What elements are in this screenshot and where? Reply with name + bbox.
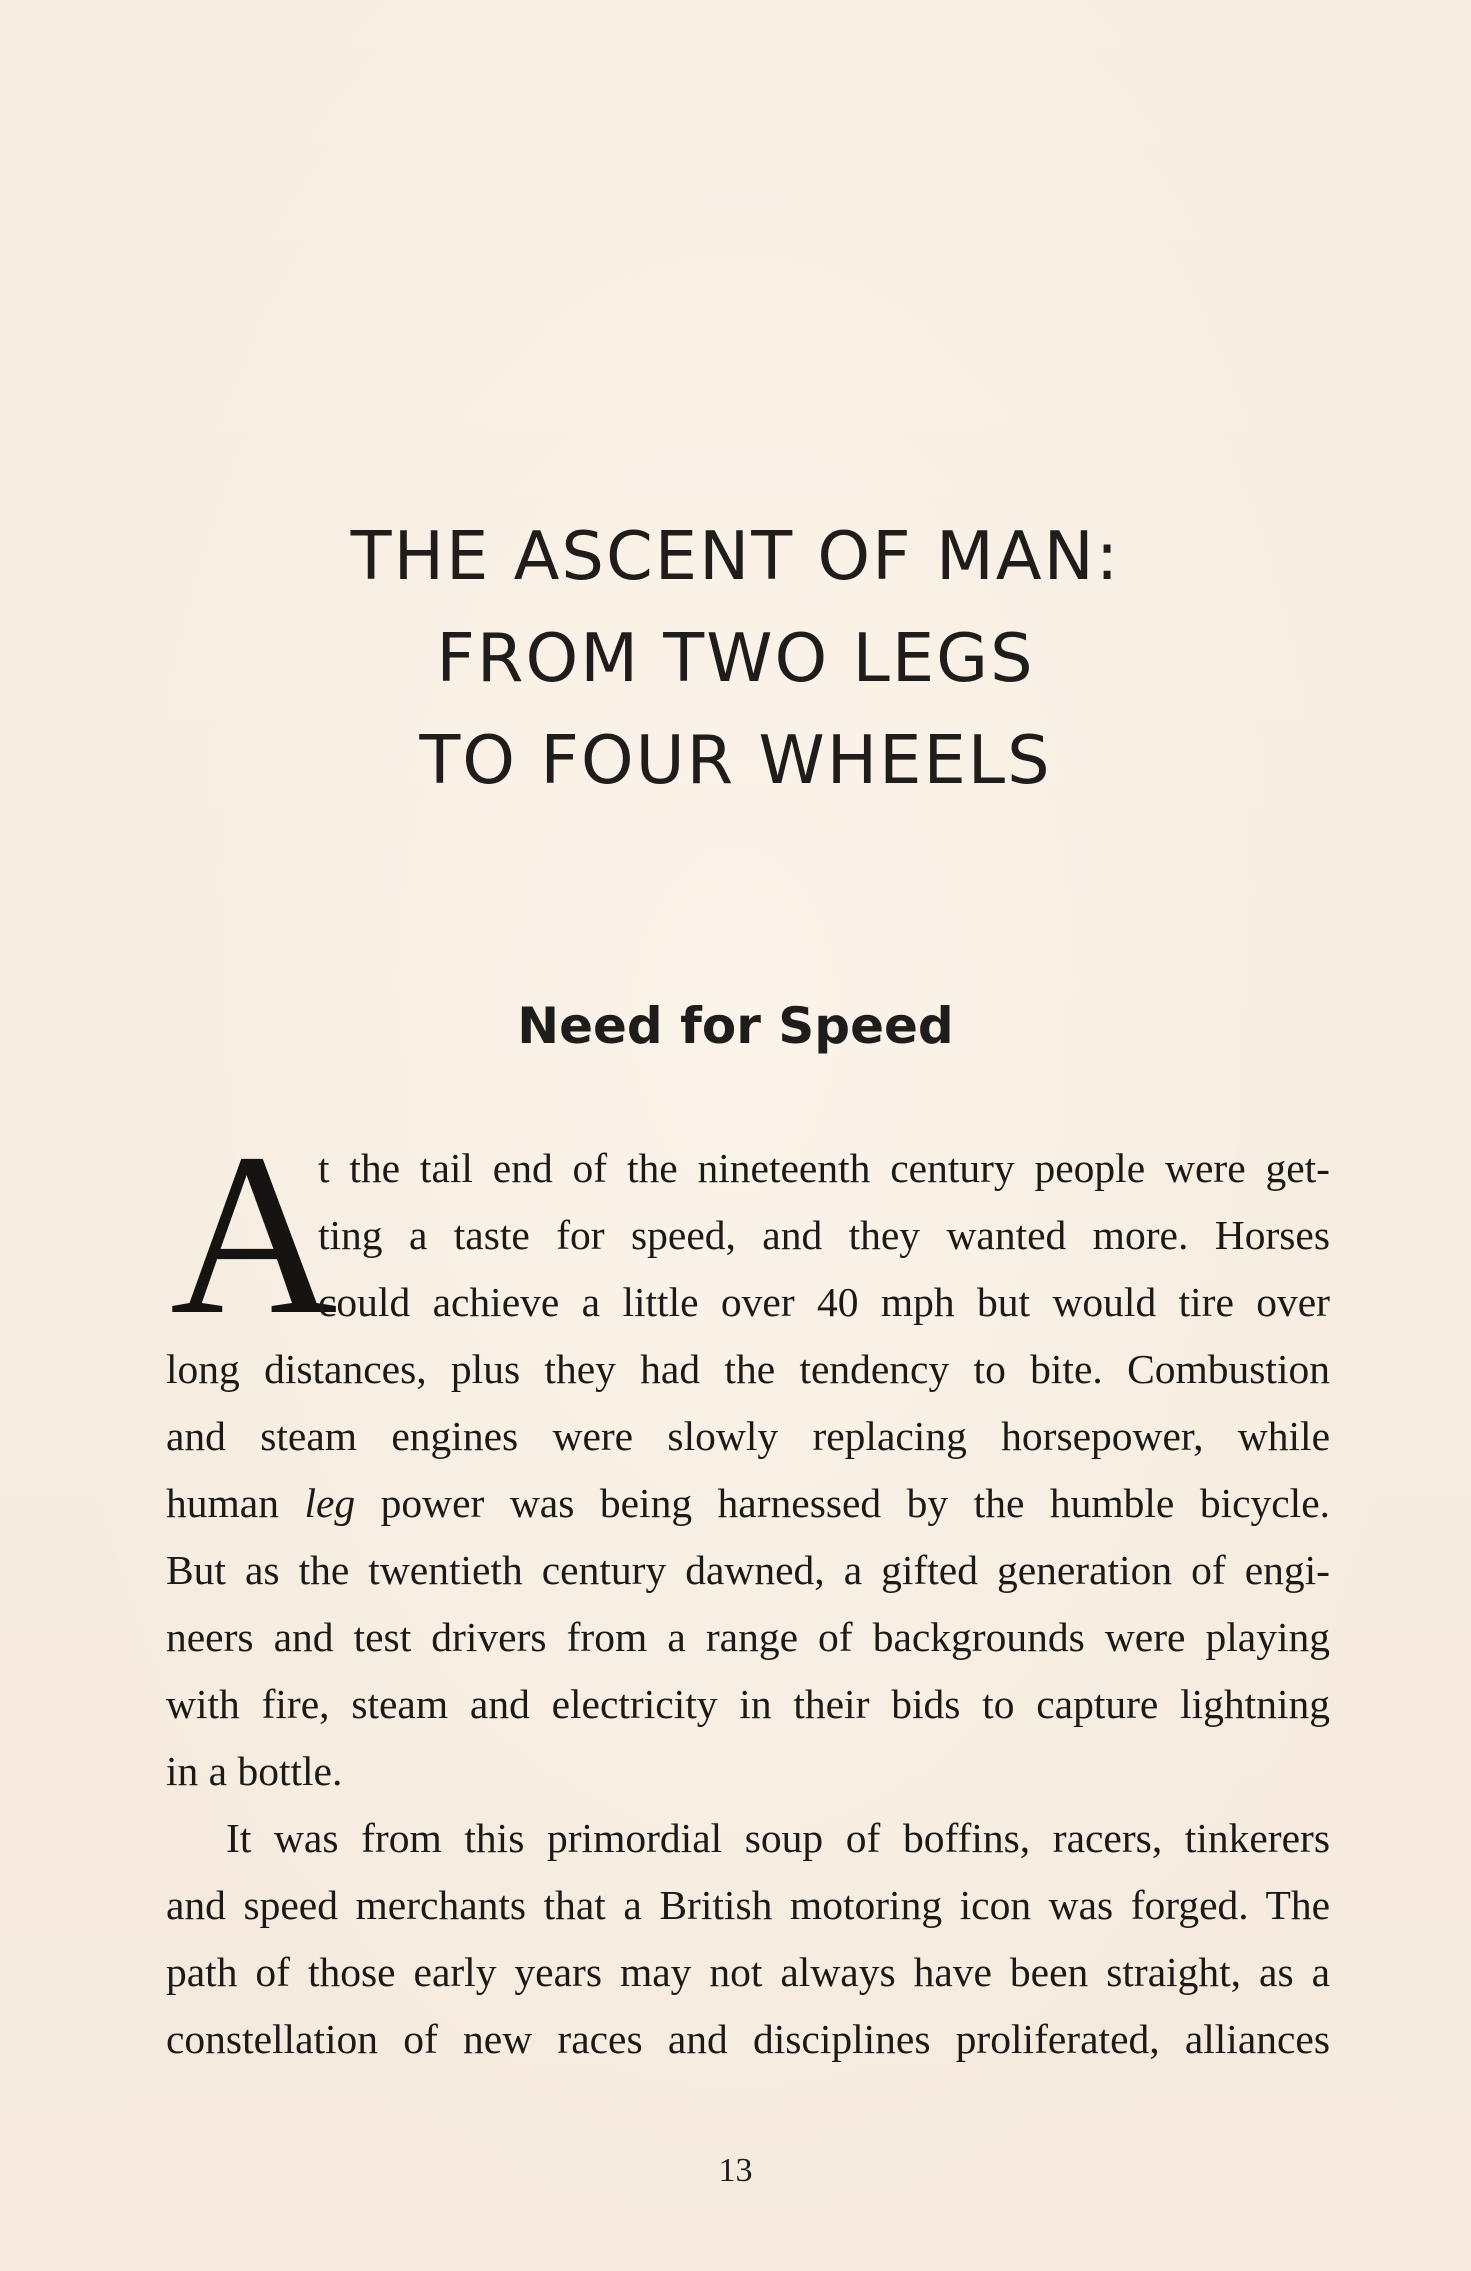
paragraph-line: long distances, plus they had the tendency to bite. Combustion — [166, 1346, 1330, 1392]
paragraph-line: path of those early years may not always have been straight, as a — [166, 1949, 1330, 1995]
text-run: power was being harnessed by the humble bicycle. — [355, 1480, 1331, 1526]
chapter-title-line-2: FROM TWO LEGS — [436, 619, 1035, 697]
paragraph-2 — [166, 1805, 1330, 2073]
chapter-title-line-1: THE ASCENT OF MAN: — [350, 517, 1121, 595]
body-text — [166, 1106, 1331, 2073]
paragraph-line: ting a taste for speed, and they wanted more. Horses — [318, 1212, 1330, 1258]
paragraph-line: It was from this primordial soup of boffins, racers, tinkerers — [226, 1815, 1330, 1861]
paragraph-line: and speed merchants that a British motoring icon was forged. The — [166, 1882, 1330, 1928]
paragraph-line: But as the twentieth century dawned, a gifted generation of engi- — [166, 1547, 1330, 1593]
italic-word: leg — [304, 1480, 356, 1526]
paragraph-line: neers and test drivers from a range of backgrounds were playing — [166, 1614, 1330, 1660]
paragraph-line — [166, 1470, 1330, 1537]
text-run: human — [166, 1480, 305, 1526]
paragraph-1 — [166, 1106, 1331, 1805]
chapter-title-line-3: TO FOUR WHEELS — [419, 721, 1052, 799]
page-number: 13 — [718, 2152, 753, 2189]
paragraph-line: t the tail end of the nineteenth century people were get- — [318, 1145, 1330, 1191]
paragraph-line: in a bottle. — [166, 1748, 343, 1794]
section-heading: Need for Speed — [517, 997, 954, 1055]
chapter-title — [0, 505, 1471, 811]
paragraph-line: constellation of new races and disciplines proliferated, alliances — [166, 2016, 1330, 2062]
paragraph-line: could achieve a little over 40 mph but would tire over — [318, 1279, 1330, 1325]
paragraph-line: with fire, steam and electricity in their bids to capture lightning — [166, 1681, 1330, 1727]
drop-cap: A — [170, 1106, 338, 1363]
paragraph-line: and steam engines were slowly replacing horsepower, while — [166, 1413, 1330, 1459]
